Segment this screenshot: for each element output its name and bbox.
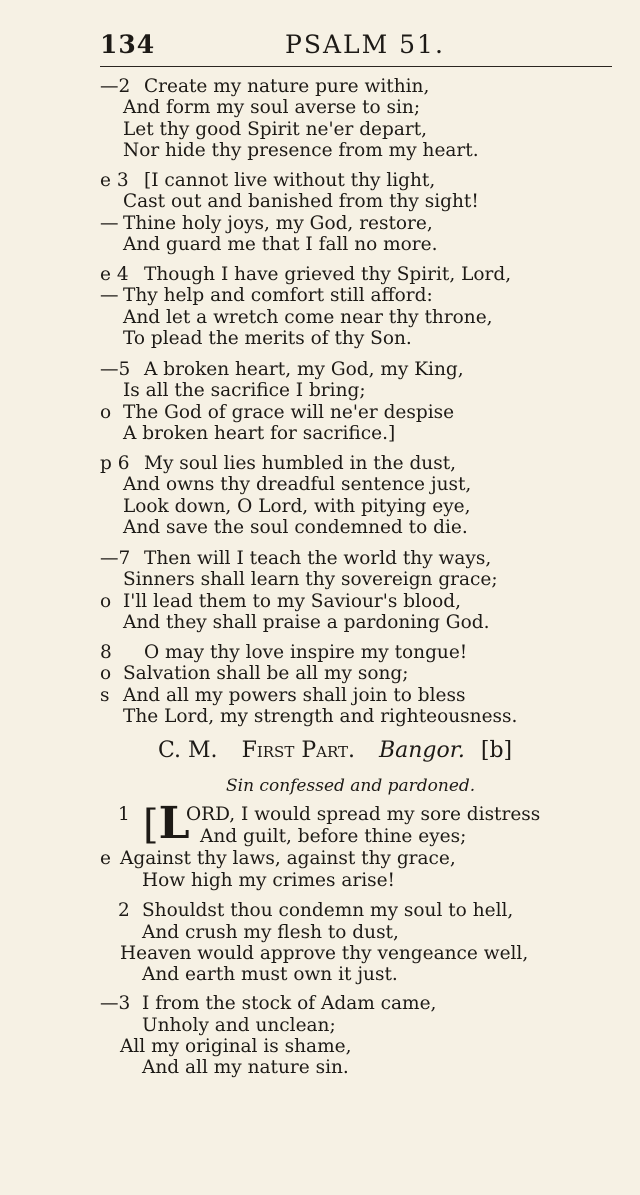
verse-text: Thine holy joys, my God, restore,	[123, 212, 433, 234]
part-label: First Part.	[241, 738, 355, 763]
verse-mark: e 4	[100, 264, 129, 285]
verse-text: Shouldst thou condemn my soul to hell,	[142, 900, 514, 921]
verse-text: Create my nature pure within,	[144, 76, 430, 97]
verse-mark: —7	[100, 548, 131, 569]
verse-mark: —2	[100, 76, 131, 97]
verse-text: The Lord, my strength and righteousness.	[123, 705, 518, 727]
verse-text: I'll lead them to my Saviour's blood,	[123, 590, 461, 612]
page-title: PSALM 51.	[285, 30, 445, 59]
verse-text: I from the stock of Adam came,	[142, 993, 437, 1014]
page-header	[100, 30, 610, 64]
verse-mark: p 6	[100, 453, 130, 474]
verse-text: ORD, I would spread my sore distress	[186, 804, 541, 825]
verse-mark: s	[100, 684, 110, 706]
verse-text: Look down, O Lord, with pitying eye,	[123, 495, 471, 517]
section-heading	[158, 738, 512, 763]
verse-text: Let thy good Spirit ne'er depart,	[123, 118, 428, 140]
verse-mark: —	[100, 285, 119, 307]
tune-name: Bangor.	[378, 738, 465, 763]
drop-capital-letter: L	[158, 798, 190, 849]
verse-text: Heaven would approve thy vengeance well,	[120, 943, 529, 964]
verse-text: And save the soul condemned to die.	[123, 516, 468, 538]
verse-mark: e	[100, 848, 111, 869]
key-marker: [b]	[480, 738, 513, 763]
drop-capital: [L	[143, 798, 190, 849]
verse-text: The God of grace will ne'er despise	[123, 401, 455, 423]
verse-text: And form my soul averse to sin;	[123, 97, 421, 119]
verse-text: Salvation shall be all my song;	[123, 663, 409, 685]
verse-text: And all my nature sin.	[142, 1057, 349, 1078]
verse-text: A broken heart for sacrifice.]	[123, 422, 396, 444]
verse-text: And they shall praise a pardoning God.	[123, 611, 490, 633]
verse-text: Then will I teach the world thy ways,	[144, 548, 492, 569]
verse-mark: o	[100, 401, 112, 423]
verse-text: And guard me that I fall no more.	[123, 233, 438, 255]
verse-text: To plead the merits of thy Son.	[123, 327, 412, 349]
verse-mark: —5	[100, 359, 131, 380]
verse-text: A broken heart, my God, my King,	[144, 359, 464, 380]
verse-mark: o	[100, 663, 112, 685]
verse-text: And let a wretch come near thy throne,	[123, 306, 493, 328]
hymn-subtitle: Sin confessed and pardoned.	[226, 776, 476, 796]
verse-mark: 2	[118, 900, 130, 921]
verse-text: And owns thy dreadful sentence just,	[123, 474, 472, 496]
verse-text: My soul lies humbled in the dust,	[144, 453, 457, 474]
verse-text: Cast out and banished from thy sight!	[123, 191, 479, 213]
verse-text: And guilt, before thine eyes;	[200, 826, 467, 847]
verse-text: Thy help and comfort still afford:	[123, 285, 433, 307]
verse-text: And earth must own it just.	[142, 964, 398, 985]
verse-text: Unholy and unclean;	[142, 1015, 336, 1036]
verse-mark: —3	[100, 993, 131, 1014]
header-rule	[100, 66, 612, 67]
verse-text: O may thy love inspire my tongue!	[144, 642, 468, 663]
verse-number-text: 1	[118, 804, 130, 825]
verse-text: All my original is shame,	[120, 1036, 352, 1057]
verse-text: Sinners shall learn thy sovereign grace;	[123, 569, 498, 591]
verse-text: Is all the sacrifice I bring;	[123, 380, 366, 402]
verse-mark: 8	[100, 642, 112, 663]
meter: C. M.	[158, 738, 218, 763]
verse-text: Though I have grieved thy Spirit, Lord,	[144, 264, 512, 285]
verse-text: How high my crimes arise!	[142, 870, 395, 891]
page-number: 134	[100, 30, 156, 59]
verse-text: [I cannot live without thy light,	[144, 170, 436, 191]
verse-text: Against thy laws, against thy grace,	[120, 848, 456, 869]
verse-mark: e 3	[100, 170, 129, 191]
verse-text: Nor hide thy presence from my heart.	[123, 139, 479, 161]
verse-text: And all my powers shall join to bless	[123, 684, 466, 706]
verse-mark: o	[100, 590, 112, 612]
verse-text: And crush my flesh to dust,	[142, 922, 399, 943]
verse-mark: —	[100, 212, 119, 234]
